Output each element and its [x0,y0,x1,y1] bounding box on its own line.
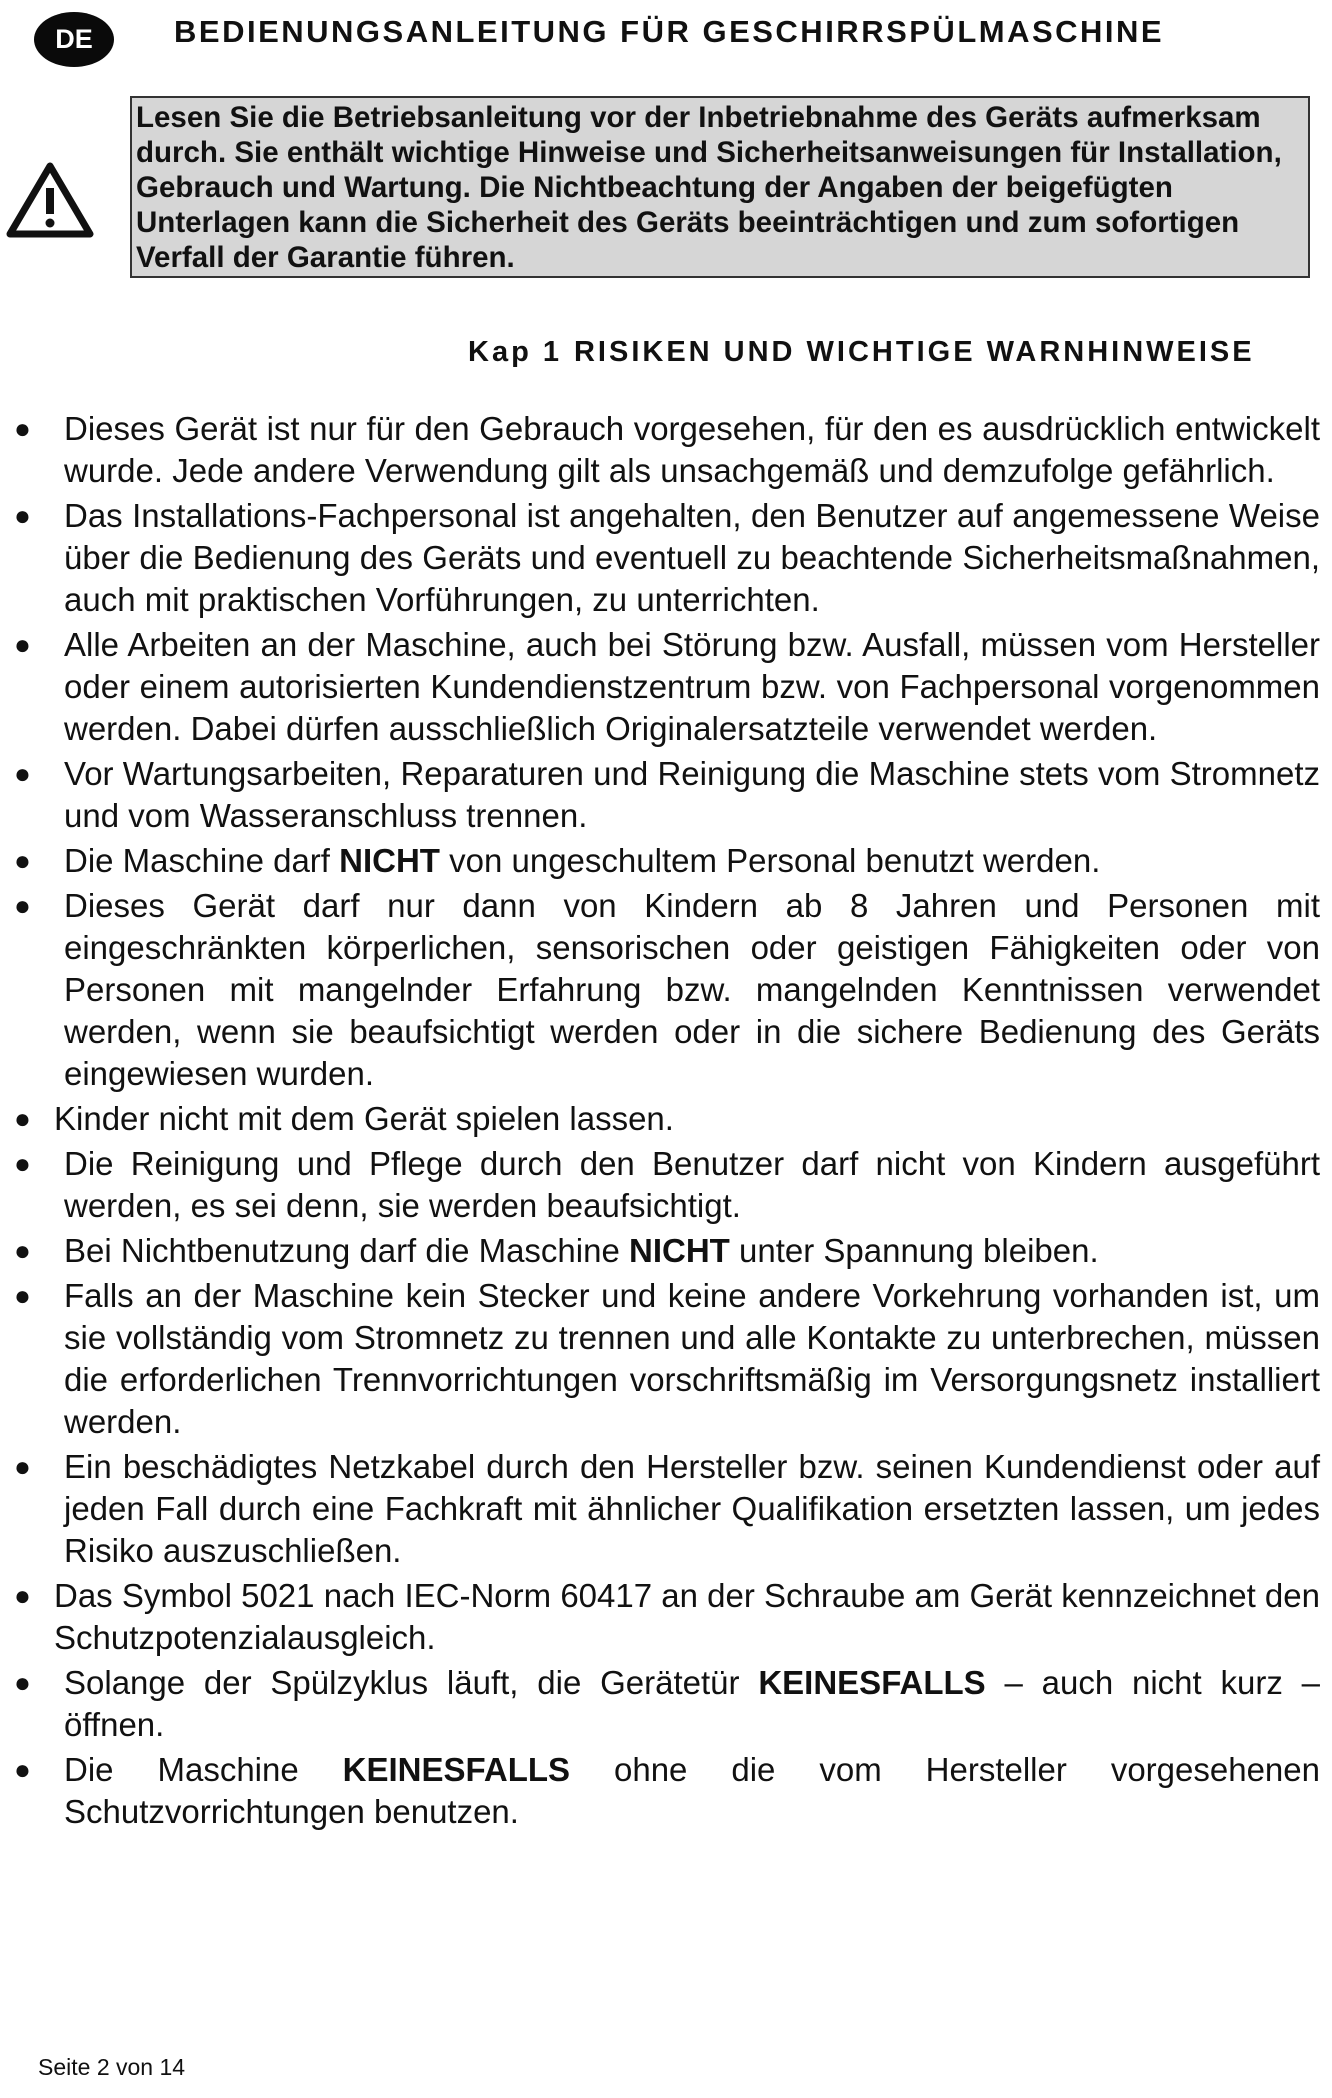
list-item [0,1446,1320,1572]
list-item-text: Die Maschine [64,1751,343,1788]
bullet-icon: ● [14,1280,31,1311]
document-title: BEDIENUNGSANLEITUNG FÜR GESCHIRRSPÜLMASCHINE [174,14,1165,49]
list-item-text: Das Symbol 5021 nach IEC-Norm 60417 an der Schraube am Gerät kennzeichnet den Schutzpotenzialausgleich. [54,1577,1320,1656]
list-item [0,840,1320,882]
list-item-text: Kinder nicht mit dem Gerät spielen lassen. [54,1100,674,1137]
safety-notice-box [130,96,1310,278]
emphasis-text: KEINESFALLS [342,1751,571,1788]
list-item [0,1662,1320,1746]
chapter-heading [468,336,1255,369]
bullet-icon: ● [14,1451,31,1482]
list-item [0,885,1320,1095]
list-item [0,1275,1320,1443]
list-item-text: von ungeschultem Personal benutzt werden. [439,842,1101,879]
list-item [0,1230,1320,1272]
list-item-text: Alle Arbeiten an der Maschine, auch bei Störung bzw. Ausfall, müssen vom Hersteller oder einem autorisierten Kundendienstzentrum bzw. von Fachpersonal vorgenommen werden. Dabei dürfen ausschließlich Originalersatzteile verwendet werden. [64,626,1320,747]
emphasis-text: NICHT [339,842,440,879]
bullet-icon: ● [14,413,31,444]
list-item [0,624,1320,750]
list-item-text: Vor Wartungsarbeiten, Reparaturen und Reinigung die Maschine stets vom Stromnetz und vom Wasseranschluss trennen. [64,755,1320,834]
list-item-text: Dieses Gerät darf nur dann von Kindern ab 8 Jahren und Personen mit eingeschränkten körperlichen, sensorischen oder geistigen Fähigkeiten oder von Personen mit mangelnder Erfahrung bzw. mangelnden Kenntnissen verwendet werden, wenn sie beaufsichtigt werden oder in die sichere Bedienung des Geräts eingewiesen wurden. [64,887,1320,1092]
list-item-text: Bei Nichtbenutzung darf die Maschine [64,1232,629,1269]
list-item [0,495,1320,621]
list-item-text: Das Installations-Fachpersonal ist angehalten, den Benutzer auf angemessene Weise über die Bedienung des Geräts und eventuell zu beachtende Sicherheitsmaßnahmen, auch mit praktischen Vorführungen, zu unterrichten. [64,497,1320,618]
list-item-text: Die Reinigung und Pflege durch den Benutzer darf nicht von Kindern ausgeführt werden, es sei denn, sie werden beaufsichtigt. [64,1145,1320,1224]
list-item [0,1575,1320,1659]
bullet-icon: ● [14,1235,31,1266]
warning-list [0,408,1320,1836]
bullet-icon: ● [14,500,31,531]
bullet-icon: ● [14,845,31,876]
list-item-text: Die Maschine darf [64,842,340,879]
bullet-icon: ● [14,1103,31,1134]
bullet-icon: ● [14,1580,31,1611]
language-badge: DE [34,12,114,67]
safety-notice-text: Lesen Sie die Betriebsanleitung vor der Inbetriebnahme des Geräts aufmerksam durch. Sie enthält wichtige Hinweise und Sicherheitsanweisungen für Installation, Gebrauch und Wartung. Die Nichtbeachtung der Angaben der beigefügten Unterlagen kann die Sicherheit des Geräts beeinträchtigen und zum sofortigen Verfall der Garantie führen. [136,101,1282,274]
list-item-text: unter Spannung bleiben. [729,1232,1099,1269]
bullet-icon: ● [14,1754,31,1785]
bullet-icon: ● [14,758,31,789]
warning-triangle-icon [6,160,94,240]
list-item [0,408,1320,492]
chapter-title: RISIKEN UND WICHTIGE WARNHINWEISE [573,336,1255,368]
emphasis-text: KEINESFALLS [758,1664,986,1701]
bullet-icon: ● [14,1148,31,1179]
bullet-icon: ● [14,1667,31,1698]
list-item-text: Dieses Gerät ist nur für den Gebrauch vorgesehen, für den es ausdrücklich entwickelt wurde. Jede andere Verwendung gilt als unsachgemäß und demzufolge gefährlich. [64,410,1320,489]
emphasis-text: NICHT [629,1232,730,1269]
list-item-text: ohne die vom Hersteller vorgesehenen Schutzvorrichtungen benutzen. [64,1751,1320,1830]
list-item [0,753,1320,837]
bullet-icon: ● [14,890,31,921]
page-number: Seite 2 von 14 [38,2054,186,2080]
list-item [0,1143,1320,1227]
list-item-text: Ein beschädigtes Netzkabel durch den Hersteller bzw. seinen Kundendienst oder auf jeden Fall durch eine Fachkraft mit ähnlicher Qualifikation ersetzten lassen, um jedes Risiko auszuschließen. [64,1448,1320,1569]
list-item-text: – auch nicht kurz – öffnen. [64,1664,1321,1743]
list-item-text: Solange der Spülzyklus läuft, die Gerätetür [64,1664,759,1701]
list-item-text: Falls an der Maschine kein Stecker und keine andere Vorkehrung vorhanden ist, um sie vollständig vom Stromnetz zu trennen und alle Kontakte zu unterbrechen, müssen die erforderlichen Trennvorrichtungen vorschriftsmäßig im Versorgungsnetz installiert werden. [64,1277,1320,1440]
list-item [0,1098,1320,1140]
chapter-number: Kap 1 [468,336,562,368]
list-item [0,1749,1320,1833]
bullet-icon: ● [14,629,31,660]
